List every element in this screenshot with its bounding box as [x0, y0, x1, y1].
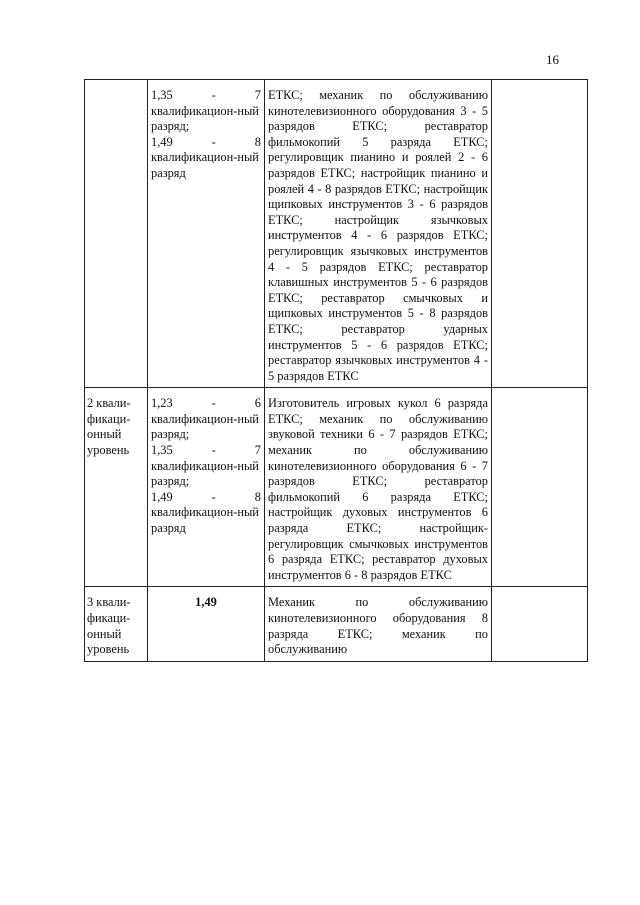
coefficient-cell [148, 80, 265, 388]
coefficient-dash: - [211, 396, 216, 411]
level-cell: 3 квали-фикаци-онный уровень [85, 587, 148, 661]
coefficient-line [151, 443, 261, 459]
coefficient-line [151, 88, 261, 104]
coefficient-rank: 8 [254, 489, 261, 504]
coefficient-rank: 7 [254, 443, 261, 458]
extra-cell [492, 587, 588, 661]
page-number: 16 [546, 52, 559, 67]
extra-cell [492, 388, 588, 587]
table-row [85, 587, 588, 661]
coefficient-rank: 7 [254, 88, 261, 102]
coefficient-dash: - [211, 443, 216, 458]
level-cell: 2 квали-фикаци-онный уровень [85, 388, 148, 587]
table-row [85, 80, 588, 388]
coefficient-label: квалификацион-ный разряд; [151, 411, 259, 442]
coefficient-value: 1,49 [151, 134, 173, 149]
coefficient-label: квалификацион-ный разряд; [151, 103, 259, 134]
coefficient-label: квалификацион-ный разряд [151, 505, 259, 536]
coefficient-cell [148, 388, 265, 587]
qualification-table [84, 79, 588, 662]
coefficient-cell [148, 587, 265, 661]
coefficient-value: 1,49 [195, 595, 217, 610]
level-cell [85, 80, 148, 388]
extra-cell [492, 80, 588, 388]
coefficient-rank: 6 [254, 396, 261, 411]
coefficient-value: 1,23 [151, 396, 173, 411]
coefficient-line [151, 135, 261, 151]
coefficient-line [151, 396, 261, 412]
coefficient-line [151, 490, 261, 506]
coefficient-label: квалификацион-ный разряд [151, 150, 259, 180]
coefficient-value: 1,35 [151, 443, 173, 458]
coefficient-rank: 8 [254, 134, 261, 149]
coefficient-dash: - [211, 489, 216, 504]
professions-cell: Изготовитель игровых кукол 6 разряда ЕТКС; механик по обслуживанию звуковой техники 6 - 7 разрядов ЕТКС; механик по обслуживанию кинотелевизионного оборудования 6 - 7 разрядов ЕТКС; реставратор фильмокопий 6 разряда ЕТКС; настройщик духовых инструментов 6 разряда ЕТКС; настройщик-регулировщик смычковых инструментов 6 разряда ЕТКС; реставратор духовых инструментов 6 - 8 разрядов ЕТКС [265, 388, 492, 587]
coefficient-dash: - [211, 134, 216, 149]
coefficient-label: квалификацион-ный разряд; [151, 458, 259, 489]
table-row [85, 388, 588, 587]
professions-cell: ЕТКС; механик по обслуживанию кинотелевизионного оборудования 3 - 5 разрядов ЕТКС; реставратор фильмокопий 5 разряда ЕТКС; регулировщик пианино и роялей 2 - 6 разрядов ЕТКС; настройщик пианино и роялей 4 - 8 разрядов ЕТКС; настройщик щипковых инструментов 3 - 6 разрядов ЕТКС; настройщик язычковых инструментов 4 - 6 разрядов ЕТКС; регулировщик язычковых инструментов 4 - 5 разрядов ЕТКС; реставратор клавишных инструментов 5 - 6 разрядов ЕТКС; реставратор смычковых и щипковых инструментов 5 - 8 разрядов ЕТКС; реставратор ударных инструментов 5 - 6 разрядов ЕТКС; реставратор язычковых инструментов 4 - 5 разрядов ЕТКС [265, 80, 492, 388]
professions-cell: Механик по обслуживанию кинотелевизионного оборудования 8 разряда ЕТКС; механик по обслуживанию [265, 587, 492, 661]
coefficient-value: 1,35 [151, 88, 173, 102]
coefficient-dash: - [211, 88, 216, 102]
coefficient-value: 1,49 [151, 489, 173, 504]
